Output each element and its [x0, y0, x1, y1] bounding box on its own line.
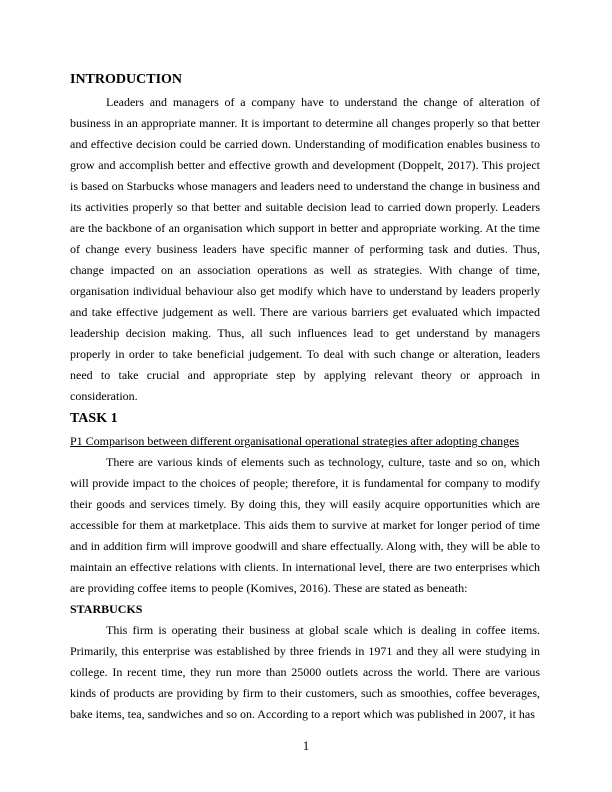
subheading-p1-comparison: P1 Comparison between different organisational operational strategies after adopting changes: [70, 434, 520, 448]
page-footer: [0, 736, 612, 757]
page-number: 1: [302, 739, 310, 753]
paragraph-introduction: Leaders and managers of a company have to understand the change of alteration of business in an appropriate manner. It is important to determine all changes properly so that better and effective decision could be carried down. Understanding of modification enables business to grow and accomplish better and effective growth and development (Doppelt, 2017). This project is based on Starbucks whose managers and leaders need to understand the change in business and its activities properly so that better and suitable decision lead to carried down properly. Leaders are the backbone of an organisation which support in better and appropriate working. At the time of change every business leaders have specific manner of performing task and duties. Thus, change impacted on an association operations as well as strategies. With change of time, organisation individual behaviour also get modify which have to understand by leaders properly and take effective judgement as well. There are various barriers get evaluated which impacted leadership decision making. Thus, all such influences lead to get understand by managers properly in order to take beneficial judgement. To deal with such change or alteration, leaders need to take crucial and appropriate step by applying relevant theory or approach in consideration.: [70, 95, 540, 403]
paragraph-starbucks: This firm is operating their business at global scale which is dealing in coffee items. Primarily, this enterprise was established by three friends in 1971 and they all were studying in college. In recent time, they run more than 25000 outlets across the world. There are various kinds of products are providing by firm to their customers, such as smoothies, coffee beverages, bake items, tea, sandwiches and so on. According to a report which was published in 2007, it has: [70, 623, 540, 721]
section-heading-starbucks: STARBUCKS: [70, 602, 143, 616]
section-heading-introduction: INTRODUCTION: [70, 72, 183, 87]
paragraph-p1-comparison: There are various kinds of elements such as technology, culture, taste and so on, which will provide impact to the choices of people; therefore, it is fundamental for company to modify their goods and services timely. By doing this, they will easily acquire opportunities which are accessible for them at marketplace. This aids them to survive at market for longer period of time and in addition firm will improve goodwill and share effectually. Along with, they will be able to maintain an effective relations with clients. In international level, there are two enterprises which are providing coffee items to people (Komives, 2016). These are stated as beneath:: [70, 455, 540, 595]
section-heading-task1: TASK 1: [70, 411, 118, 426]
document-body: [70, 68, 540, 725]
